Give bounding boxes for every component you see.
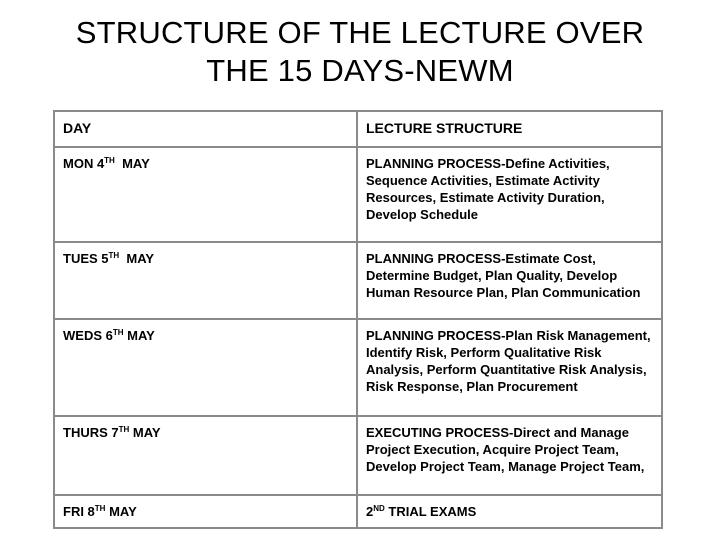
table-row [54, 242, 662, 319]
lecture-structure-table [53, 110, 663, 529]
day-cell [54, 319, 357, 416]
structure-text: TRIAL EXAMS [384, 504, 477, 519]
day-month: MAY [114, 156, 150, 171]
structure-cell [357, 319, 662, 416]
table-row [54, 416, 662, 495]
structure-text: PLANNING PROCESS-Define Activities, Sequence Activities, Estimate Activity Resources, Estimate Activity Duration, Develop Schedule [366, 156, 610, 222]
day-text: WEDS 6 [63, 328, 113, 343]
day-ordinal: TH [94, 504, 106, 513]
day-ordinal: TH [112, 328, 124, 337]
day-text: THURS 7 [63, 425, 119, 440]
structure-text: PLANNING PROCESS-Estimate Cost, Determine Budget, Plan Quality, Develop Human Resource Plan, Plan Communication [366, 251, 641, 300]
day-month: MAY [119, 251, 155, 266]
day-cell [54, 416, 357, 495]
slide-title-line-1: STRUCTURE OF THE LECTURE OVER [75, 15, 645, 50]
slide-title-line-2: THE 15 DAYS-NEWM [206, 53, 514, 88]
table-row [54, 495, 662, 528]
day-cell [54, 495, 357, 528]
structure-ordinal: ND [373, 504, 385, 513]
table-row [54, 147, 662, 242]
day-cell [54, 147, 357, 242]
day-text: TUES 5 [63, 251, 109, 266]
structure-text: EXECUTING PROCESS-Direct and Manage Project Execution, Acquire Project Team, Develop Project Team, Manage Project Team, [366, 425, 645, 474]
day-text: FRI 8 [63, 504, 95, 519]
day-cell [54, 242, 357, 319]
structure-text: PLANNING PROCESS-Plan Risk Management, Identify Risk, Perform Qualitative Risk Analysis, Perform Quantitative Risk Analysis, Risk Response, Plan Procurement [366, 328, 651, 394]
day-text: MON 4 [63, 156, 105, 171]
table-header-row [54, 111, 662, 147]
structure-cell [357, 495, 662, 528]
structure-cell [357, 242, 662, 319]
day-month: MAY [123, 328, 155, 343]
structure-cell [357, 147, 662, 242]
header-lecture-structure: LECTURE STRUCTURE [357, 111, 662, 147]
day-ordinal: TH [118, 425, 130, 434]
structure-number: 2 [366, 504, 374, 519]
table-row [54, 319, 662, 416]
structure-cell [357, 416, 662, 495]
day-month: MAY [129, 425, 161, 440]
header-day: DAY [54, 111, 357, 147]
slide-title [0, 14, 720, 90]
day-ordinal: TH [108, 251, 120, 260]
day-month: MAY [105, 504, 137, 519]
day-ordinal: TH [104, 156, 115, 165]
